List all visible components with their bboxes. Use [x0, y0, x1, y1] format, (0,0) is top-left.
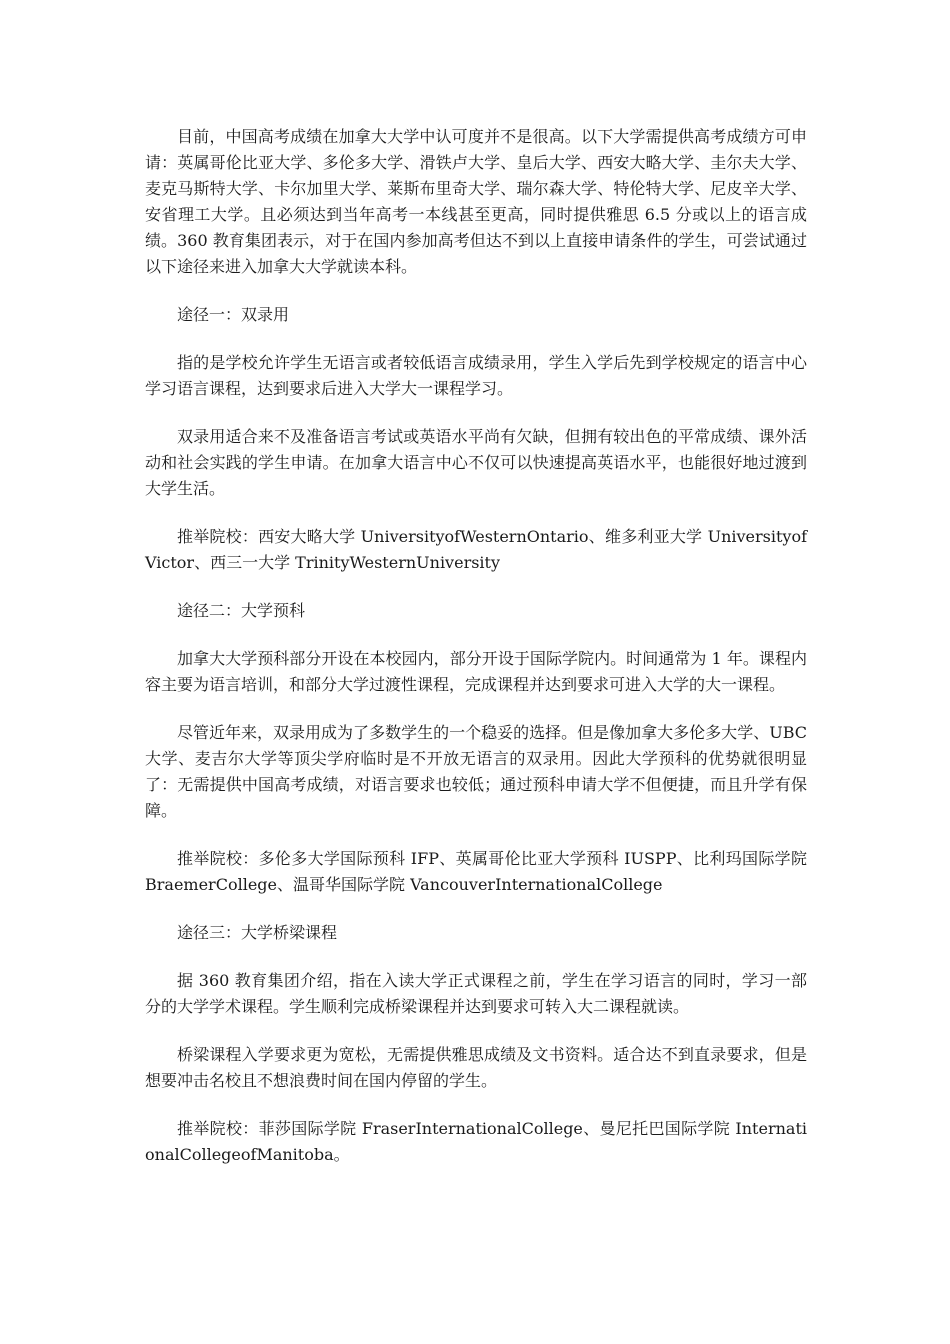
section-heading-pathway-one: 途径一：双录用 [177, 305, 290, 324]
pathway-two-recommended-schools: 推举院校：多伦多大学国际预科 IFP、英属哥伦比亚大学预科 IUSPP、比利玛国际学院 BraemerCollege、温哥华国际学院 VancouverInternationalCollege [145, 849, 807, 894]
pathway-three-recommended-schools: 推举院校：菲莎国际学院 FraserInternationalCollege、曼尼托巴国际学院 InternationalCollegeofManitoba。 [145, 1119, 807, 1164]
document-body [145, 124, 807, 1190]
pathway-one-recommended-schools: 推举院校：西安大略大学 UniversityofWesternOntario、维多利亚大学 UniversityofVictor、西三一大学 TrinityWesternUniversity [145, 527, 807, 572]
pathway-two-advantage: 尽管近年来，双录用成为了多数学生的一个稳妥的选择。但是像加拿大多伦多大学、UBC 大学、麦吉尔大学等顶尖学府临时是不开放无语言的双录用。因此大学预科的优势就很明显了：无需提供中国高考成绩，对语言要求也较低；通过预科申请大学不但便捷，而且升学有保障。 [145, 723, 807, 820]
section-heading-pathway-two: 途径二：大学预科 [177, 601, 306, 620]
intro-paragraph: 目前，中国高考成绩在加拿大大学中认可度并不是很高。以下大学需提供高考成绩方可申请：英属哥伦比亚大学、多伦多大学、滑铁卢大学、皇后大学、西安大略大学、圭尔夫大学、麦克马斯特大学、卡尔加里大学、莱斯布里奇大学、瑞尔森大学、特伦特大学、尼皮辛大学、安省理工大学。且必须达到当年高考一本线甚至更高，同时提供雅思 6.5 分或以上的语言成绩。360 教育集团表示，对于在国内参加高考但达不到以上直接申请条件的学生，可尝试通过以下途径来进入加拿大大学就读本科。 [145, 127, 807, 276]
pathway-two-definition: 加拿大大学预科部分开设在本校园内，部分开设于国际学院内。时间通常为 1 年。课程内容主要为语言培训，和部分大学过渡性课程，完成课程并达到要求可进入大学的大一课程。 [145, 649, 807, 694]
pathway-three-requirements: 桥梁课程入学要求更为宽松，无需提供雅思成绩及文书资料。适合达不到直录要求，但是想要冲击名校且不想浪费时间在国内停留的学生。 [145, 1045, 807, 1090]
pathway-three-definition: 据 360 教育集团介绍，指在入读大学正式课程之前，学生在学习语言的同时，学习一部分的大学学术课程。学生顺利完成桥梁课程并达到要求可转入大二课程就读。 [145, 971, 807, 1016]
pathway-one-suitability: 双录用适合来不及准备语言考试或英语水平尚有欠缺，但拥有较出色的平常成绩、课外活动和社会实践的学生申请。在加拿大语言中心不仅可以快速提高英语水平，也能很好地过渡到大学生活。 [145, 427, 807, 498]
section-heading-pathway-three: 途径三：大学桥梁课程 [177, 923, 338, 942]
pathway-one-definition: 指的是学校允许学生无语言或者较低语言成绩录用，学生入学后先到学校规定的语言中心学习语言课程，达到要求后进入大学大一课程学习。 [145, 353, 807, 398]
